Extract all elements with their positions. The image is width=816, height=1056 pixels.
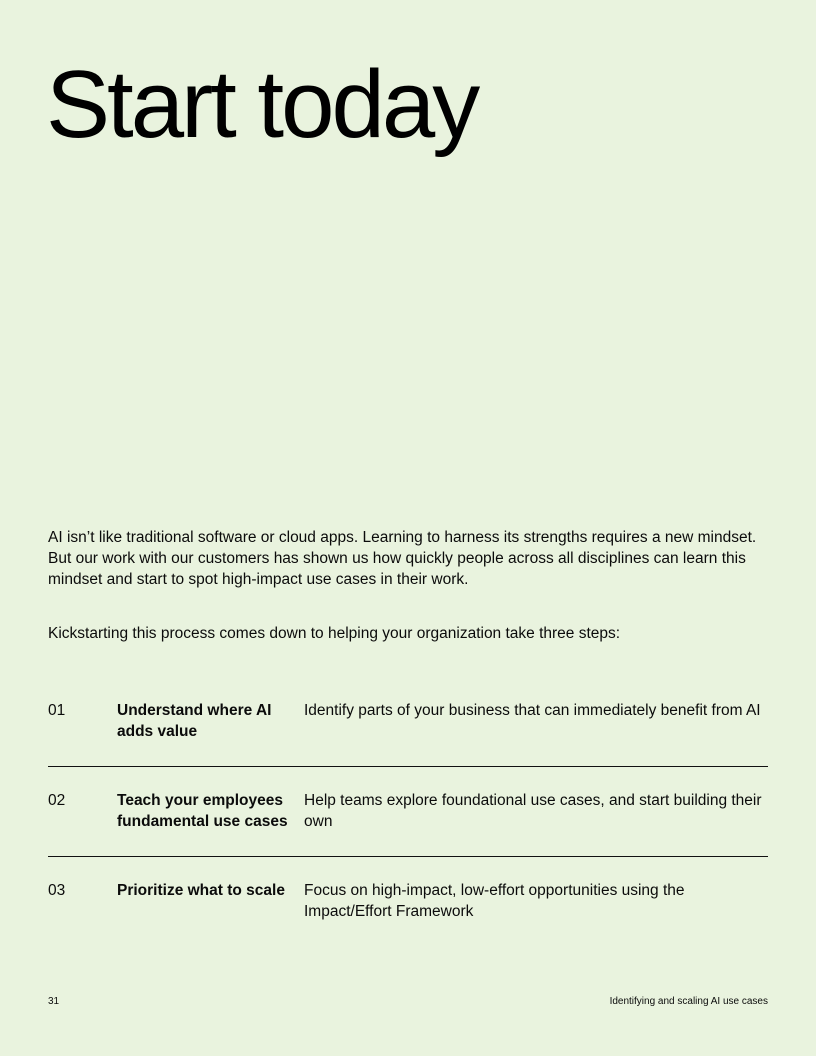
step-number: 03 [48,882,66,899]
footer-section-title: Identifying and scaling AI use cases [609,996,768,1007]
step-number: 02 [48,792,66,809]
step-row [48,790,768,856]
lead-paragraph: Kickstarting this process comes down to helping your organization take three steps: [48,625,621,642]
step-title: Prioritize what to scale [117,882,285,899]
step-description: Help teams explore foundational use cases, and start building their own [304,792,762,830]
step-number: 01 [48,702,66,719]
intro-paragraph: AI isn’t like traditional software or cloud apps. Learning to harness its strengths requires a new mindset. But our work with our customers has shown us how quickly people across all disciplines can learn this mindset and start to spot high-impact use cases in their work. [48,529,757,588]
divider [48,766,768,767]
step-row [48,700,768,766]
page-number: 31 [48,996,60,1007]
page-title: Start today [46,51,478,158]
steps-list [48,700,768,946]
step-row [48,880,768,946]
step-title: Understand where AI adds value [117,702,272,740]
step-title: Teach your employees fundamental use cases [117,792,288,830]
step-description: Focus on high-impact, low-effort opportunities using the Impact/Effort Framework [304,882,685,920]
step-description: Identify parts of your business that can immediately benefit from AI [304,702,761,719]
divider [48,856,768,857]
